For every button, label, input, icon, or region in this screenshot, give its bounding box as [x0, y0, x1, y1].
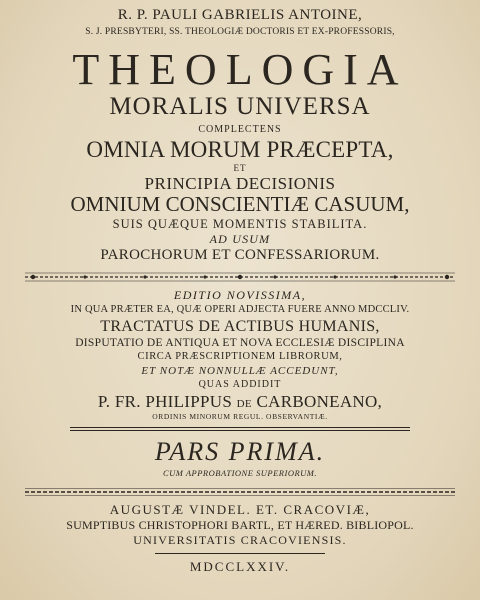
tractatus-line: TRACTATUS DE ACTIBUS HUMANIS, [100, 317, 380, 335]
author-credentials: S. J. PRESBYTERI, SS. THEOLOGIÆ DOCTORIS ET EX-PROFESSORIS, [85, 27, 395, 37]
title-line-principia: PRINCIPIA DECISIONIS [144, 173, 336, 193]
pars-prima-heading: PARS PRIMA. [154, 437, 326, 466]
ornament-border-icon [25, 271, 455, 283]
et-line: ET [233, 162, 247, 173]
circa-line: CIRCA PRÆSCRIPTIONEM LIBRORUM, [137, 351, 343, 362]
title-line-praecepta: OMNIA MORUM PRÆCEPTA, [86, 136, 394, 162]
ordinis-line: ORDINIS MINORUM REGUL. OBSERVANTIÆ. [152, 411, 328, 421]
single-rule [155, 553, 325, 554]
main-title: THEOLOGIA [72, 44, 408, 94]
editor-name-line [0, 393, 480, 410]
disputatio-line: DISPUTATIO DE ANTIQUA ET NOVA ECCLESIÆ DISCIPLINA [75, 336, 405, 349]
title-line-stabilita: SUIS QUÆQUE MOMENTIS STABILITA. [112, 216, 368, 231]
title-line-parochorum: PAROCHORUM ET CONFESSARIORUM. [100, 247, 380, 263]
imprint-university: UNIVERSITATIS CRACOVIENSIS. [133, 532, 347, 547]
quas-addidit-line: QUAS ADDIDIT [198, 378, 282, 390]
in-qua-line: IN QUA PRÆTER EA, QUÆ OPERI ADJECTA FUERE ANNO MDCCLIV. [70, 304, 410, 315]
imprint-publisher: SUMPTIBUS CHRISTOPHORI BARTL, ET HÆRED. BIBLIOPOL. [66, 517, 414, 532]
imprint-place: AUGUSTÆ VINDEL. ET. CRACOVIÆ, [109, 501, 371, 517]
et-notae-line: ET NOTÆ NONNULLÆ ACCEDUNT, [141, 364, 339, 377]
editor-name-last: CARBONEANO, [256, 391, 383, 411]
double-rule [70, 427, 410, 431]
editor-name-first: P. FR. PHILIPPUS [97, 391, 233, 411]
editor-name-de: DE [236, 397, 252, 410]
complectens-line: COMPLECTENS [198, 123, 282, 135]
editio-line: EDITIO NOVISSIMA, [173, 288, 307, 302]
approbatione-line: CUM APPROBATIONE SUPERIORUM. [163, 468, 317, 478]
sub-title: MORALIS UNIVERSA [109, 92, 371, 120]
title-line-casuum: OMNIUM CONSCIENTIÆ CASUUM, [70, 191, 410, 216]
ornament-border-icon [25, 487, 455, 497]
ad-usum-line: AD USUM [209, 232, 271, 246]
imprint-year: MDCCLXXIV. [189, 558, 291, 574]
author-line: R. P. PAULI GABRIELIS ANTOINE, [117, 7, 363, 23]
